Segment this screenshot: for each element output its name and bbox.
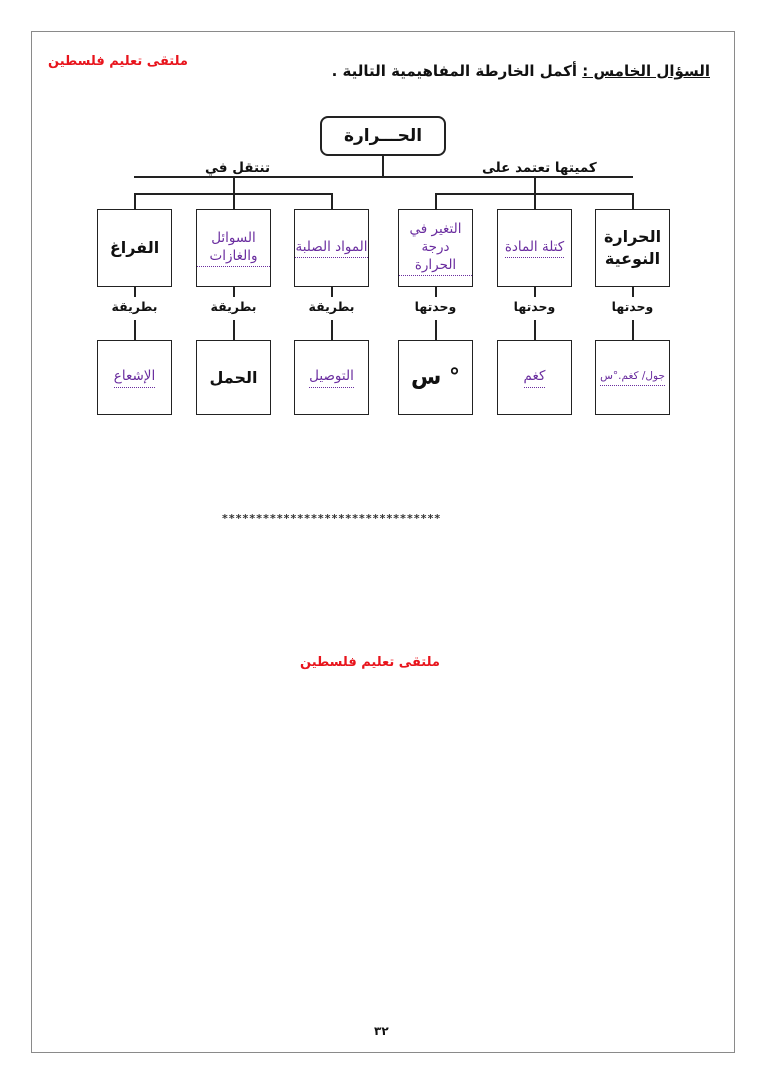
concept-specific-heat: الحرارة النوعية bbox=[595, 209, 670, 287]
connector-answer bbox=[331, 320, 333, 340]
page-number: ٣٢ bbox=[374, 1024, 389, 1038]
link-label-method: بطريقة bbox=[111, 299, 158, 314]
concept-vacuum: الفراغ bbox=[97, 209, 172, 287]
answer-unit-specific-heat: جول/ كغم.°س bbox=[595, 340, 670, 415]
connector-left-stem bbox=[233, 176, 235, 194]
question-text: أكمل الخارطة المفاهيمية التالية . bbox=[331, 62, 583, 80]
connector-link bbox=[534, 287, 536, 297]
concept-temperature-change: التغير في درجة الحرارة bbox=[398, 209, 473, 287]
connector-drop bbox=[534, 193, 536, 209]
answer-unit-mass: كغم bbox=[497, 340, 572, 415]
link-label-unit: وحدتها bbox=[414, 299, 457, 314]
connector-link bbox=[134, 287, 136, 297]
branch-label-transfer: تنتقل في bbox=[205, 160, 271, 176]
connector-drop bbox=[233, 193, 235, 209]
branch-label-quantity: كميتها تعتمد على bbox=[482, 160, 597, 176]
answer-conduction: التوصيل bbox=[294, 340, 369, 415]
connector-right-stem bbox=[534, 176, 536, 194]
connector-answer bbox=[435, 320, 437, 340]
question-number-label: السؤال الخامس : bbox=[582, 62, 710, 80]
watermark-center: ملتقى تعليم فلسطين bbox=[300, 655, 440, 670]
link-label-method: بطريقة bbox=[210, 299, 257, 314]
connector-drop bbox=[632, 193, 634, 209]
page-border bbox=[31, 31, 735, 1053]
connector-link bbox=[632, 287, 634, 297]
connector-drop bbox=[331, 193, 333, 209]
link-label-unit: وحدتها bbox=[513, 299, 556, 314]
separator-stars: ******************************** bbox=[222, 512, 442, 525]
connector-drop bbox=[134, 193, 136, 209]
connector-link bbox=[435, 287, 437, 297]
question-heading bbox=[332, 62, 710, 80]
connector-horizontal-main bbox=[134, 176, 633, 178]
link-label-method: بطريقة bbox=[308, 299, 355, 314]
concept-root-heat: الحـــرارة bbox=[320, 116, 446, 156]
connector-answer bbox=[632, 320, 634, 340]
connector-link bbox=[233, 287, 235, 297]
connector-drop bbox=[435, 193, 437, 209]
connector-answer bbox=[233, 320, 235, 340]
connector-answer bbox=[134, 320, 136, 340]
answer-radiation: الإشعاع bbox=[97, 340, 172, 415]
connector-link bbox=[331, 287, 333, 297]
concept-mass: كتلة المادة bbox=[497, 209, 572, 287]
connector-root-down bbox=[382, 156, 384, 177]
concept-liquids-gases: السوائل والغازات bbox=[196, 209, 271, 287]
answer-unit-temperature: ° س bbox=[398, 340, 473, 415]
connector-answer bbox=[534, 320, 536, 340]
concept-solids: المواد الصلبة bbox=[294, 209, 369, 287]
watermark-top: ملتقى تعليم فلسطين bbox=[48, 54, 188, 69]
answer-convection: الحمل bbox=[196, 340, 271, 415]
link-label-unit: وحدتها bbox=[611, 299, 654, 314]
